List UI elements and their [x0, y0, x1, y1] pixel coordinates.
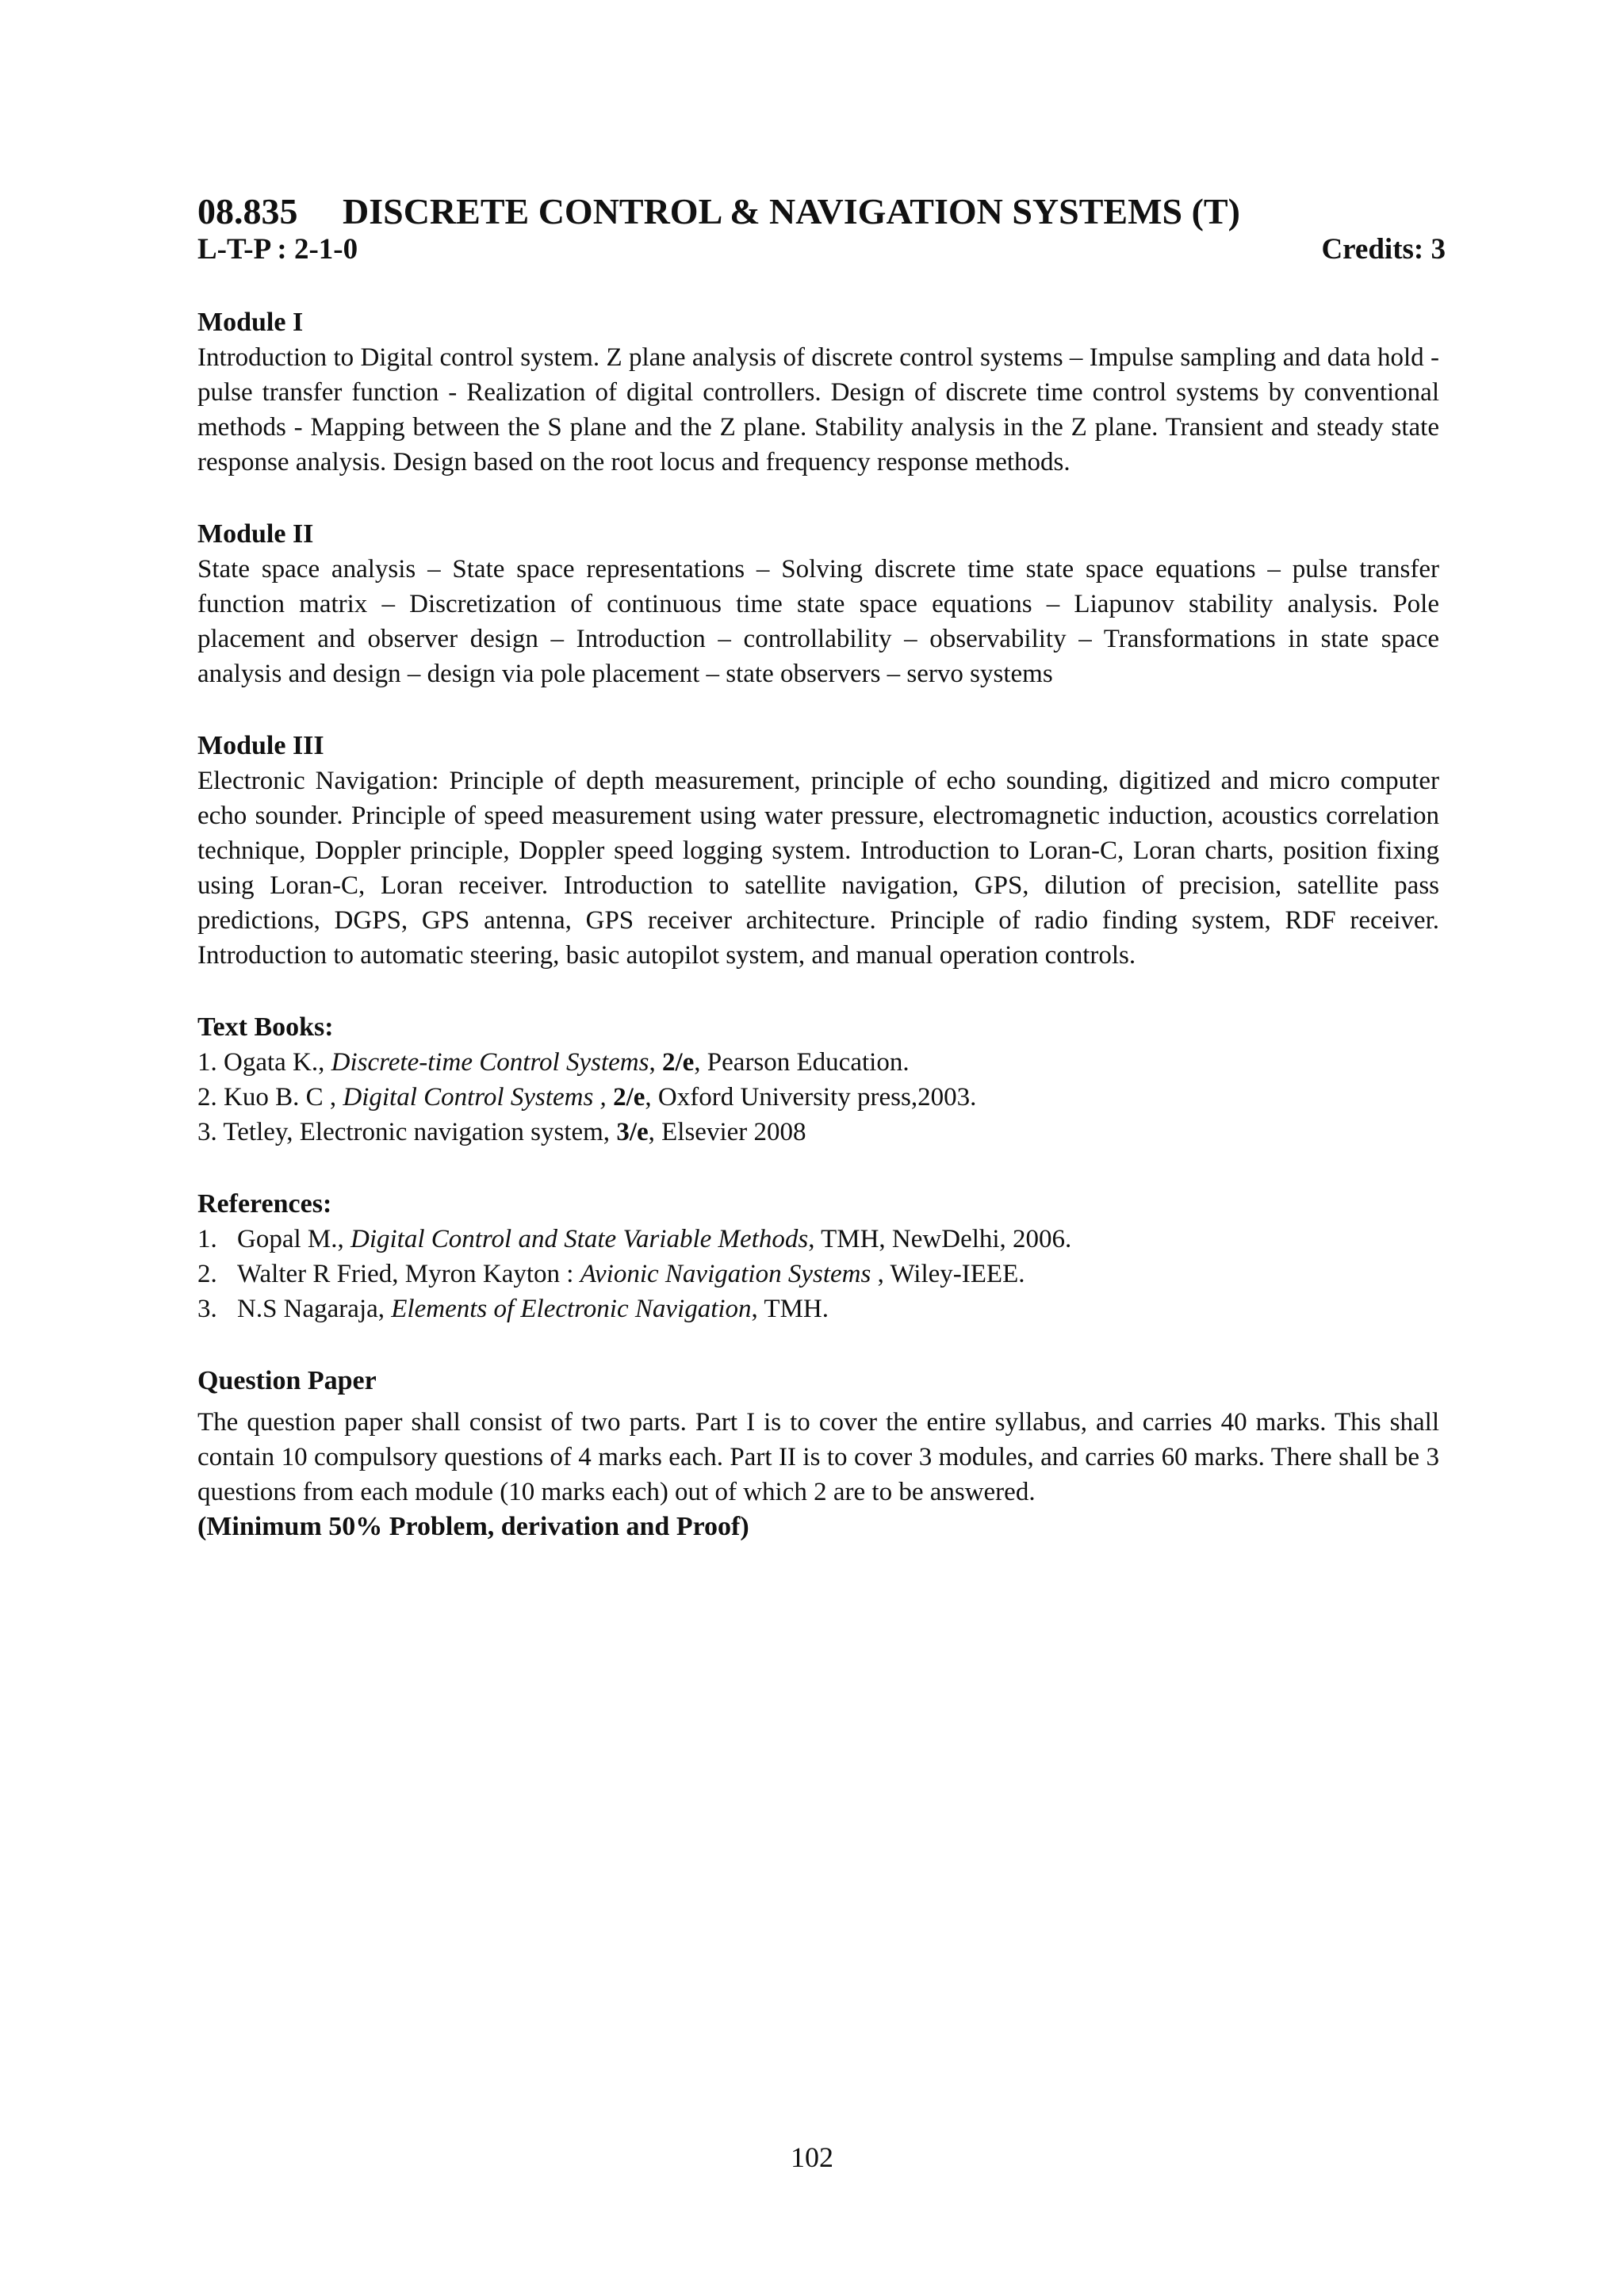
text-books-heading: Text Books:: [197, 1012, 334, 1042]
text-book-item: 1. Ogata K., Discrete-time Control Systems, 2/e, Pearson Education.: [197, 1048, 910, 1077]
references-list: [197, 1222, 1439, 1326]
module-3-section: [197, 729, 1439, 973]
references-heading: References:: [197, 1189, 332, 1219]
module-1-heading: Module I: [197, 308, 304, 337]
course-code: 08.835: [197, 191, 298, 232]
module-1-text: Introduction to Digital control system. Z plane analysis of discrete control systems – Impulse sampling and data hold - pulse transfer function - Realization of digital controllers. Design of discrete time control systems by conventional methods - Mapping between the S plane and the Z plane. Stability analysis in the Z plane. Transient and steady state response analysis. Design based on the root locus and frequency response methods.: [197, 343, 1439, 476]
syllabus-page: [197, 190, 1446, 1544]
page-number: 102: [791, 2141, 833, 2173]
text-book-item: 2. Kuo B. C , Digital Control Systems , 2/e, Oxford University press,2003.: [197, 1083, 977, 1112]
credits-value: Credits: 3: [1321, 233, 1446, 266]
text-book-item: 3. Tetley, Electronic navigation system, 3/e, Elsevier 2008: [197, 1118, 806, 1146]
course-title-line: [197, 190, 1439, 233]
module-2-heading: Module II: [197, 519, 314, 549]
ltp-credits-row: [197, 232, 1446, 268]
references-section: [197, 1187, 1439, 1326]
ltp-value: L-T-P : 2-1-0: [197, 233, 358, 266]
module-3-text: Electronic Navigation: Principle of depth measurement, principle of echo sounding, digitized and micro computer echo sounder. Principle of speed measurement using water pressure, electromagnetic induction, acoustics correlation technique, Doppler principle, Doppler speed logging system. Introduction to Loran-C, Loran charts, position fixing using Loran-C, Loran receiver. Introduction to satellite navigation, GPS, dilution of precision, satellite pass predictions, DGPS, GPS antenna, GPS receiver architecture. Principle of radio finding system, RDF receiver. Introduction to automatic steering, basic autopilot system, and manual operation controls.: [197, 767, 1439, 970]
reference-item: 1. Gopal M., Digital Control and State Variable Methods, TMH, NewDelhi, 2006.: [197, 1225, 1072, 1253]
module-2-section: [197, 517, 1439, 691]
module-3-heading: Module III: [197, 731, 324, 760]
question-paper-note: (Minimum 50% Problem, derivation and Proof): [197, 1512, 749, 1541]
question-paper-section: [197, 1364, 1439, 1544]
question-paper-text: The question paper shall consist of two parts. Part I is to cover the entire syllabus, and carries 40 marks. This shall contain 10 compulsory questions of 4 marks each. Part II is to cover 3 modules, and carries 60 marks. There shall be 3 questions from each module (10 marks each) out of which 2 are to be answered.: [197, 1408, 1439, 1506]
reference-item: 2. Walter R Fried, Myron Kayton : Avionic Navigation Systems , Wiley-IEEE.: [197, 1260, 1025, 1288]
course-title: DISCRETE CONTROL & NAVIGATION SYSTEMS (T): [343, 191, 1240, 232]
text-books-section: [197, 1010, 1439, 1150]
reference-item: 3. N.S Nagaraja, Elements of Electronic Navigation, TMH.: [197, 1295, 829, 1323]
module-1-section: [197, 305, 1439, 480]
question-paper-heading: Question Paper: [197, 1366, 377, 1395]
module-2-text: State space analysis – State space representations – Solving discrete time state space equations – pulse transfer function matrix – Discretization of continuous time state space equations – Liapunov stability analysis. Pole placement and observer design – Introduction – controllability – observability – Transformations in state space analysis and design – design via pole placement – state observers – servo systems: [197, 555, 1439, 688]
text-books-list: [197, 1045, 1439, 1150]
